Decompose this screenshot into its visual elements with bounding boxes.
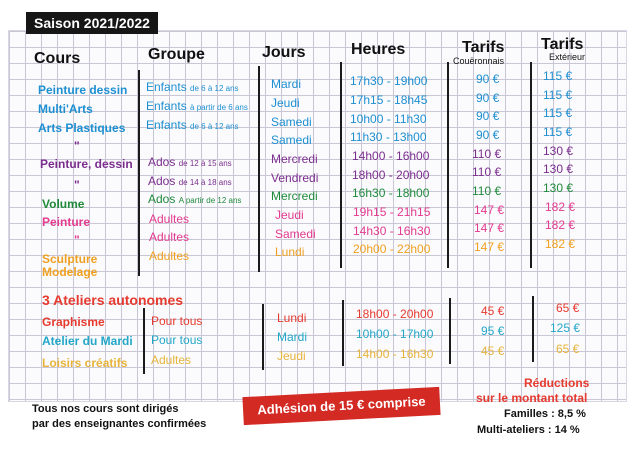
hours-cell: 11h30 - 13h00 [350,130,427,144]
reductions-title: Réductions [524,376,590,390]
divider-line [342,300,344,366]
divider-line [258,66,260,272]
day-cell: Mercredi [271,152,318,166]
tarif-in-cell: 90 € [476,109,500,123]
divider-line [340,62,342,268]
day-cell: Mardi [271,77,302,91]
divider-line [138,70,140,276]
ateliers-title: 3 Ateliers autonomes [42,292,184,308]
day-cell: Samedi [271,133,312,147]
tarif-out-cell: 115 € [543,125,573,139]
day-cell: Jeudi [271,96,300,110]
atelier-hours: 18h00 - 20h00 [356,307,434,321]
course-peinture-adultes: Peinture [42,215,91,229]
tarif-in-cell: 147 € [474,203,505,217]
course-sculpture: Sculpture [42,252,98,266]
divider-line [143,308,145,374]
atelier-name: Loisirs créatifs [42,356,128,370]
atelier-hours: 14h00 - 16h30 [356,347,434,361]
atelier-group: Pour tous [151,333,203,347]
day-cell: Samedi [271,115,312,129]
divider-line [262,304,264,370]
group-cell: Adultes [149,212,190,226]
course-arts-plastiques: Arts Plastiques [38,121,126,135]
tarif-in-cell: 110 € [472,147,502,161]
divider-line [449,298,451,364]
hours-cell: 14h00 - 16h00 [352,149,430,163]
reduction-familles: Familles : 8,5 % [504,408,586,420]
atelier-tarif-out: 65 € [556,301,580,315]
hours-cell: 18h00 - 20h00 [352,168,430,182]
course-volume: Volume [42,197,85,211]
header-groupe: Groupe [148,46,205,63]
course-peinture-dessin-ados: Peinture, dessin [40,157,133,171]
group-cell: Adultes [149,230,190,244]
tarif-in-cell: 147 € [474,240,505,254]
header-heures: Heures [351,41,406,58]
header-jours: Jours [262,44,306,61]
adhesion-badge: Adhésion de 15 € comprise [242,387,440,425]
tarif-out-cell: 115 € [543,88,573,102]
tarif-out-cell: 130 € [543,181,574,195]
course-modelage: Modelage [42,265,98,279]
hours-cell: 19h15 - 21h15 [353,205,431,219]
atelier-name: Graphisme [42,315,105,329]
atelier-name: Atelier du Mardi [42,334,133,348]
course-peinture-dessin: Peinture dessin [38,83,128,97]
group-cell: Ados de 12 à 15 ans [148,155,232,169]
day-cell: Mercredi [271,189,318,203]
tarif-in-cell: 90 € [476,91,500,105]
tarif-out-cell: 130 € [543,144,574,158]
tarif-in-cell: 110 € [472,184,502,198]
tarif-out-cell: 182 € [545,218,576,232]
tarif-out-cell: 130 € [543,162,574,176]
header-tarifs-ext-sub: Extérieur [549,52,586,62]
tarif-in-cell: 90 € [476,72,500,86]
day-cell: Samedi [275,227,316,241]
group-cell: Enfants de 6 à 12 ans [146,118,239,132]
note-line-2: par des enseignantes confirmées [32,418,207,430]
atelier-tarif-out: 65 € [556,342,580,356]
hours-cell: 17h30 - 19h00 [350,74,428,88]
atelier-hours: 10h00 - 17h00 [356,327,434,341]
atelier-day: Mardi [277,330,308,344]
tarif-in-cell: 90 € [476,128,500,142]
atelier-day: Jeudi [277,349,306,363]
ditto-mark: " [74,233,80,247]
reductions-subtitle: sur le montant total [476,391,588,405]
header-tarifs-couer-sub: Couëronnais [453,56,505,66]
atelier-tarif-in: 95 € [481,324,505,338]
tarif-out-cell: 182 € [545,200,576,214]
hours-cell: 16h30 - 18h00 [352,186,430,200]
group-cell: Ados de 14 à 18 ans [148,174,232,188]
hours-cell: 14h30 - 16h30 [353,224,431,238]
tarif-in-cell: 147 € [474,221,505,235]
header-tarifs-ext: Tarifs [541,36,584,53]
note-line-1: Tous nos cours sont dirigés [32,403,179,415]
group-cell: Adultes [149,249,190,263]
group-cell: Enfants de 6 à 12 ans [146,80,239,94]
divider-line [530,62,532,268]
header-cours: Cours [34,50,81,67]
atelier-tarif-out: 125 € [550,321,581,335]
hours-cell: 20h00 - 22h00 [353,242,431,256]
atelier-group: Pour tous [151,314,203,328]
ditto-mark: " [74,139,80,153]
divider-line [447,62,449,268]
atelier-group: Adultes [151,353,192,367]
tarif-out-cell: 115 € [543,69,573,83]
header-tarifs-couer: Tarifs [462,39,505,56]
day-cell: Vendredi [271,171,319,185]
atelier-tarif-in: 45 € [481,344,505,358]
group-cell: Ados A partir de 12 ans [148,192,242,206]
hours-cell: 17h15 - 18h45 [350,93,428,107]
group-cell: Enfants à partir de 6 ans [146,99,248,113]
course-multi-arts: Multi'Arts [38,102,93,116]
season-label: Saison 2021/2022 [26,12,158,34]
ditto-mark: " [74,178,80,192]
day-cell: Lundi [275,245,305,259]
day-cell: Jeudi [275,208,304,222]
tarif-out-cell: 115 € [543,106,573,120]
atelier-day: Lundi [277,311,307,325]
reduction-multi: Multi-ateliers : 14 % [477,424,580,436]
hours-cell: 10h00 - 11h30 [350,112,427,126]
tarif-in-cell: 110 € [472,165,502,179]
divider-line [532,296,534,362]
atelier-tarif-in: 45 € [481,304,505,318]
tarif-out-cell: 182 € [545,237,576,251]
